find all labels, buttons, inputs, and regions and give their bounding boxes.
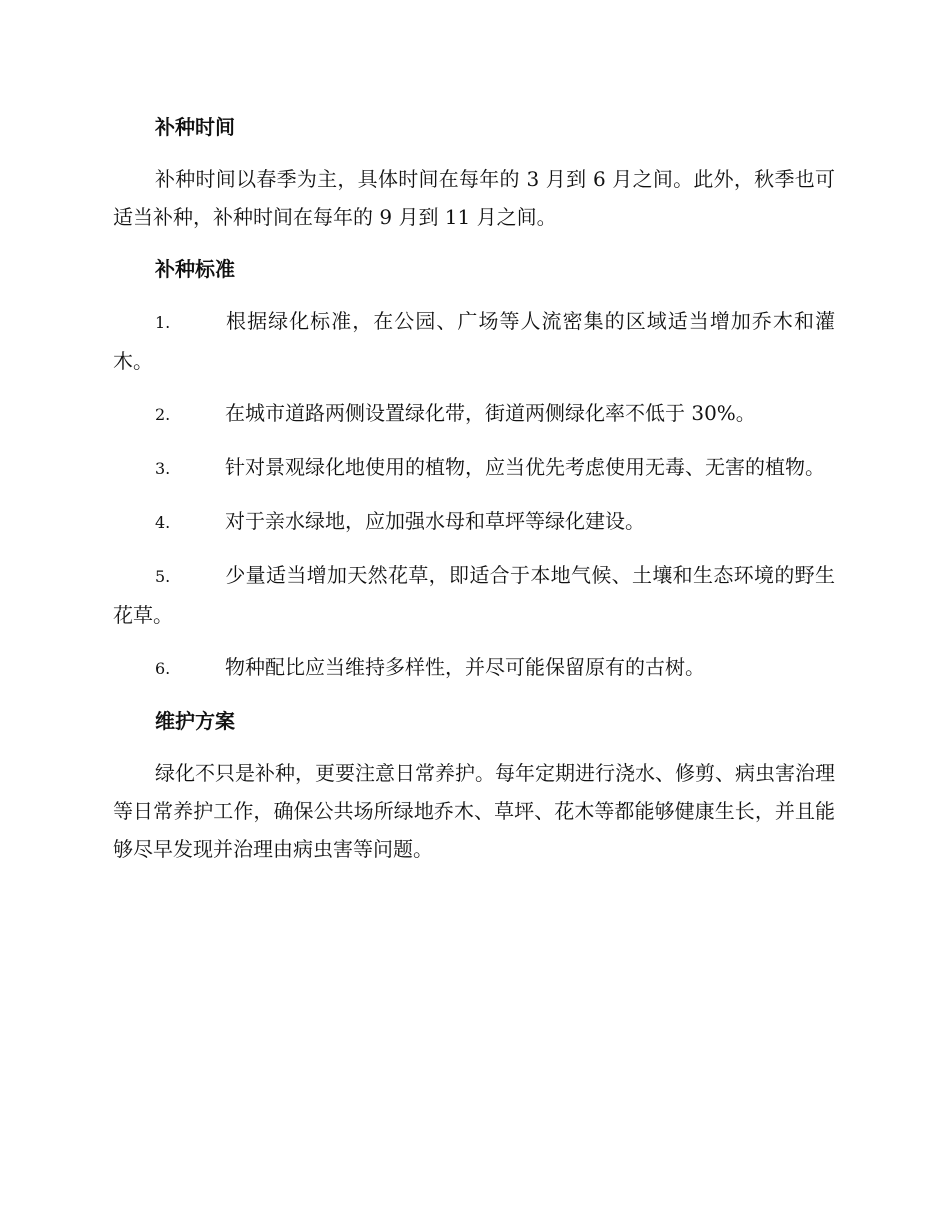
list-item-text: 物种配比应当维持多样性，并尽可能保留原有的古树。 [225, 655, 705, 679]
list-item-text: 在城市道路两侧设置绿化带，街道两侧绿化率不低于 30%。 [225, 401, 756, 425]
paragraph-maintenance: 绿化不只是补种，更要注意日常养护。每年定期进行浇水、修剪、病虫害治理等日常养护工作，确保公共场所绿地乔木、草坪、花木等都能够健康生长，并且能够尽早发现并治理由病虫害等问题。 [113, 761, 835, 861]
heading-supplement-standard: 补种标准 [155, 257, 235, 281]
list-item [113, 648, 835, 688]
document-page [113, 108, 835, 882]
list-item-text: 根据绿化标准，在公园、广场等人流密集的区域适当增加乔木和灌木。 [113, 309, 835, 373]
heading-maintenance: 维护方案 [155, 709, 235, 733]
heading-supplement-time: 补种时间 [155, 115, 235, 139]
list-number: 2. [155, 405, 171, 424]
list-item-text: 针对景观绿化地使用的植物，应当优先考虑使用无毒、无害的植物。 [225, 455, 825, 479]
list-item [113, 394, 835, 434]
list-item-text: 对于亲水绿地，应加强水母和草坪等绿化建设。 [225, 509, 645, 533]
list-number: 4. [155, 513, 171, 532]
list-item [113, 502, 835, 542]
list-item [113, 448, 835, 488]
list-number: 5. [155, 567, 171, 586]
list-item-text: 少量适当增加天然花草，即适合于本地气候、土壤和生态环境的野生花草。 [113, 563, 835, 627]
list-number: 3. [155, 459, 171, 478]
list-number: 6. [155, 659, 171, 678]
list-number: 1. [155, 313, 171, 332]
list-item [113, 302, 835, 380]
list-item [113, 556, 835, 634]
paragraph-supplement-time: 补种时间以春季为主，具体时间在每年的 3 月到 6 月之间。此外，秋季也可适当补种，补种时间在每年的 9 月到 11 月之间。 [113, 167, 835, 229]
